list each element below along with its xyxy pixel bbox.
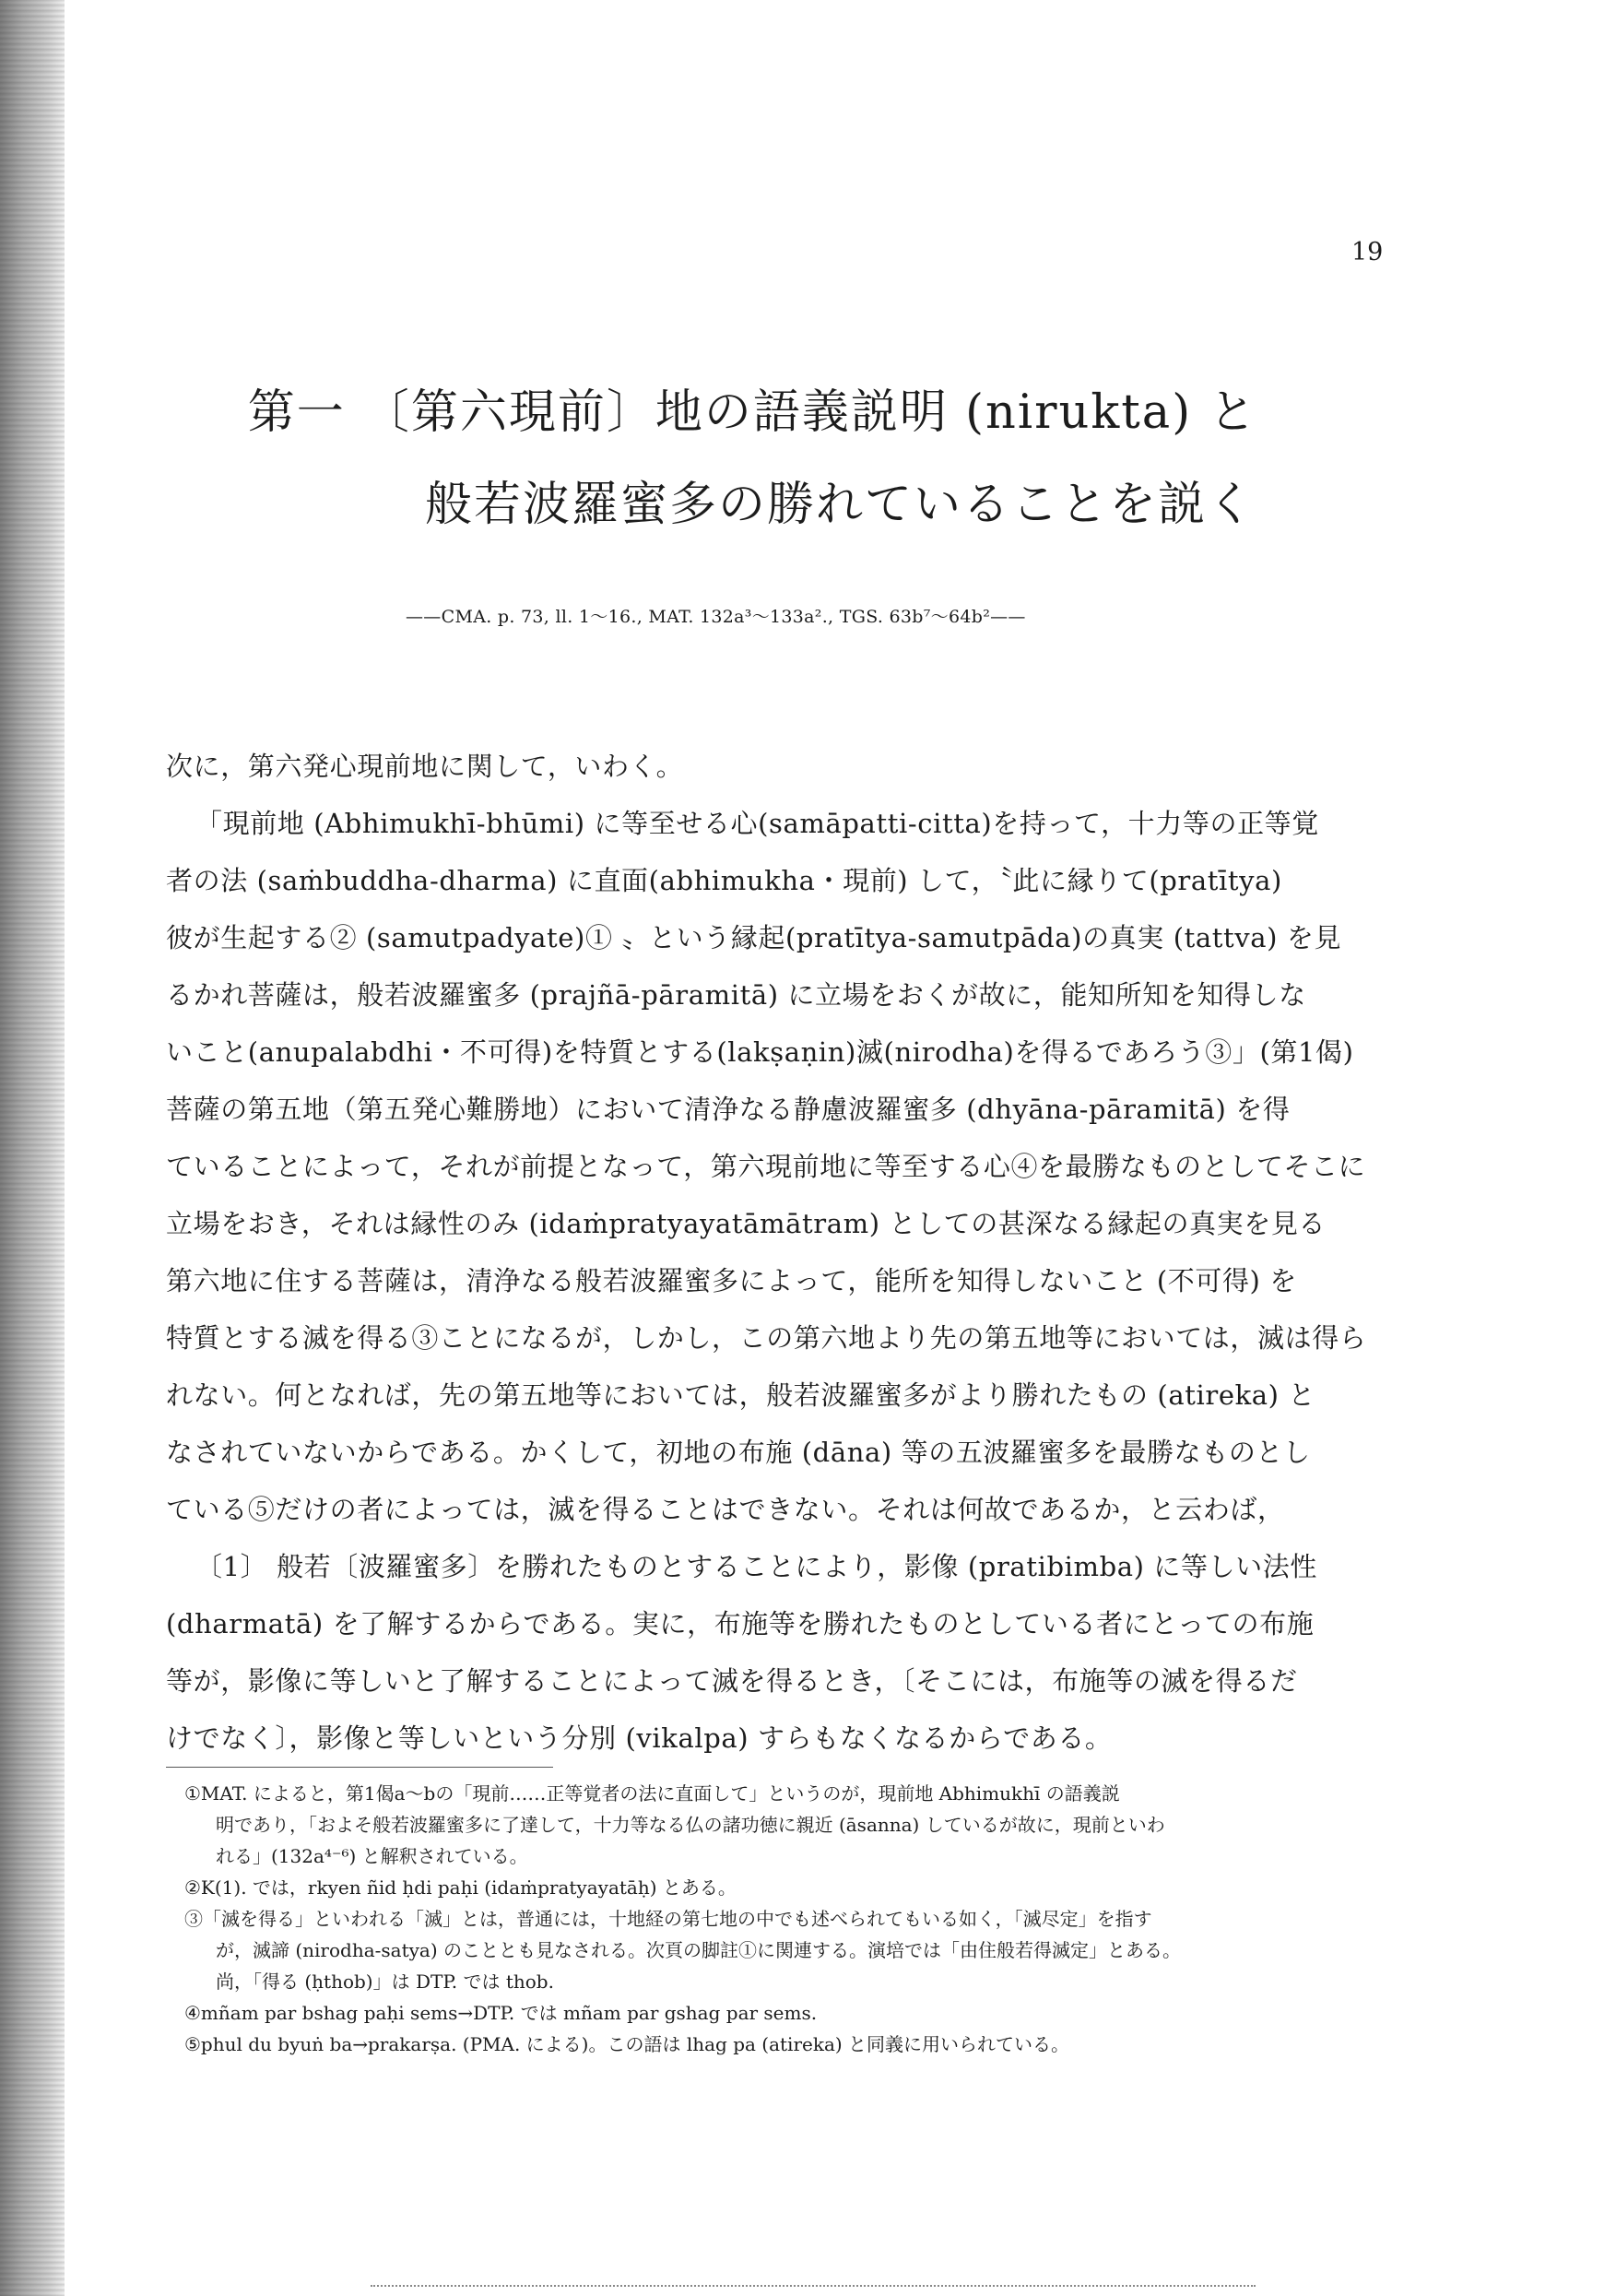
body-line: 彼が生起する② (samutpadyate)① 〟という縁起(pratītya-samutpāda)の真実 (tattva) を見 [166, 922, 1342, 953]
page-number: 19 [1351, 238, 1384, 266]
footnote-line: が，滅諦 (nirodha-satya) のこととも見なされる。次頁の脚註①に関連する。演培では「由住般若得滅定」とある。 [216, 1939, 1182, 1961]
body-line: 「現前地 (Abhimukhī-bhūmi) に等至せる心(samāpatti-citta)を持って，十力等の正等覚 [195, 808, 1319, 839]
source-reference: ——CMA. p. 73, ll. 1～16., MAT. 132a³～133a²., TGS. 63b⁷～64b²—— [406, 607, 1026, 627]
footnote-line: ②K(1). では，rkyen ñid ḥdi paḥi (idaṁpratyayatāḥ) とある。 [184, 1876, 737, 1899]
body-line: (dharmatā) を了解するからである。実に，布施等を勝れたものとしている者にとっての布施 [166, 1608, 1315, 1639]
footnote-line: ①MAT. によると，第1偈a～bの「現前……正等覚者の法に直面して」というのが，現前地 Abhimukhī の語義説 [184, 1782, 1120, 1805]
footnotes [184, 1778, 1383, 2060]
body-line: ている⑤だけの者によっては，滅を得ることはできない。それは何故であるか，と云わば， [166, 1494, 1285, 1525]
footnote-2 [184, 1872, 1383, 1903]
body-line: いこと(anupalabdhi・不可得)を特質とする(lakṣaṇin)滅(nirodha)を得るであろう③」(第1偈) [166, 1036, 1354, 1068]
chapter-title-line-1: 第一 〔第六現前〕地の語義説明 (nirukta) と [247, 385, 1258, 440]
body-line: 〔1〕 般若〔波羅蜜多〕を勝れたものとすることにより，影像 (pratibimba) に等しい法性 [195, 1551, 1317, 1582]
footnote-line: 明であり，「およそ般若波羅蜜多に了達して，十力等なる仏の諸功徳に親近 (āsanna) しているが故に，現前といわ [216, 1814, 1165, 1836]
body-line: 菩薩の第五地（第五発心難勝地）において清浄なる静慮波羅蜜多 (dhyāna-pāramitā) を得 [166, 1094, 1291, 1125]
body-line: けでなく〕，影像と等しいという分別 (vikalpa) すらもなくなるからである。 [166, 1722, 1113, 1754]
chapter-title-line-2: 般若波羅蜜多の勝れていることを説く [424, 478, 1256, 532]
body-line: るかれ菩薩は，般若波羅蜜多 (prajñā-pāramitā) に立場をおくが故に，能知所知を知得しな [166, 979, 1306, 1011]
footnote-separator [166, 1767, 553, 1768]
footnote-line: 尚，「得る (ḥthob)」は DTP. では thob. [216, 1971, 554, 1993]
body-line: ていることによって，それが前提となって，第六現前地に等至する心④を最勝なものとしてそこに [166, 1151, 1366, 1182]
body-line: れない。何となれば，先の第五地等においては，般若波羅蜜多がより勝れたもの (atireka) と [166, 1379, 1315, 1411]
footnote-line: ③「滅を得る」といわれる「滅」とは，普通には，十地経の第七地の中でも述べられてもいる如く，「滅尽定」を指す [184, 1908, 1152, 1930]
footnote-line: ④mñam par bshag paḥi sems→DTP. では mñam par gshag par sems. [184, 2002, 818, 2024]
body-line: 特質とする滅を得る③ことになるが，しかし，この第六地より先の第五地等においては，滅は得ら [166, 1322, 1367, 1354]
body-line: 立場をおき，それは縁性のみ (idaṁpratyayatāmātram) としての甚深なる縁起の真実を見る [166, 1208, 1327, 1239]
footnote-4 [184, 1997, 1383, 2029]
body-line: 第六地に住する菩薩は，清浄なる般若波羅蜜多によって，能所を知得しないこと (不可得) を [166, 1265, 1297, 1296]
footnote-3 [184, 1903, 1383, 1997]
footnote-line: れる」(132a⁴⁻⁶) と解釈されている。 [216, 1845, 528, 1867]
bottom-scan-mark [371, 2285, 1256, 2287]
footnote-1 [184, 1778, 1383, 1872]
body-text [166, 738, 1378, 1767]
body-line: なされていないからである。かくして，初地の布施 (dāna) 等の五波羅蜜多を最勝なものとし [166, 1437, 1311, 1468]
body-line: 者の法 (saṁbuddha-dharma) に直面(abhimukha・現前) して，〝此に縁りて(pratītya) [166, 865, 1282, 896]
chapter-title [0, 367, 1616, 551]
scan-edge-shadow [0, 0, 65, 2296]
body-line: 次に，第六発心現前地に関して，いわく。 [166, 751, 684, 782]
footnote-5 [184, 2029, 1383, 2060]
body-line: 等が，影像に等しいと了解することによって滅を得るとき，〔そこには，布施等の滅を得るだ [166, 1665, 1298, 1697]
footnote-line: ⑤phul du byuṅ ba→prakarṣa. (PMA. による)。この語は lhag pa (atireka) と同義に用いられている。 [184, 2033, 1070, 2055]
